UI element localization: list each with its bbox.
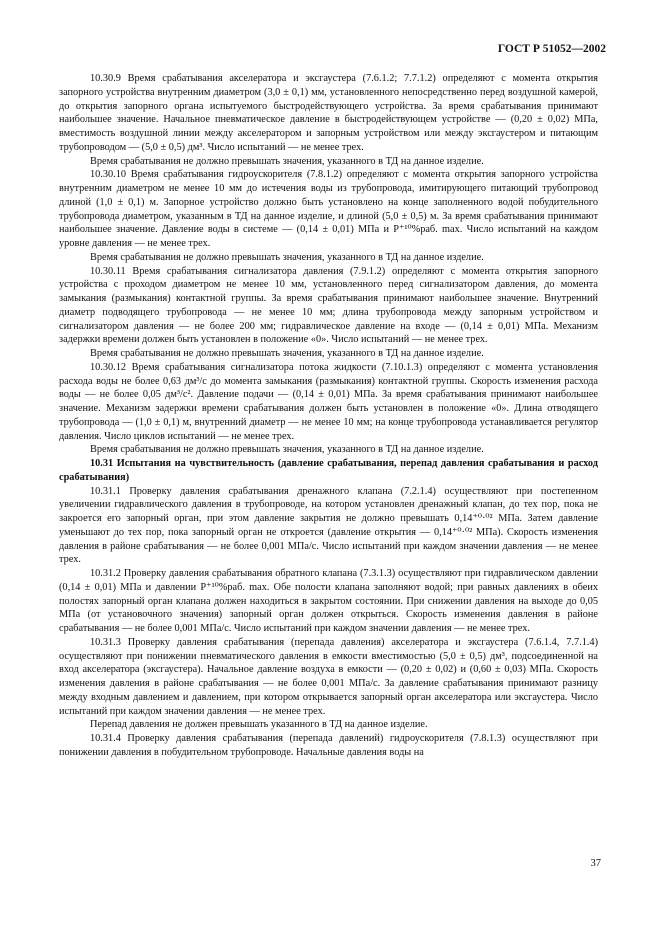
section-heading-10-31: 10.31 Испытания на чувствительность (давление срабатывания, перепад давления срабатывания и расход срабатывания)	[59, 458, 598, 483]
paragraph-requirement: Время срабатывания не должно превышать значения, указанного в ТД на данное изделие.	[90, 348, 484, 359]
body-text	[59, 72, 598, 760]
paragraph-10-30-10: 10.30.10 Время срабатывания гидроускорителя (7.8.1.2) определяют с момента открытия запорного устройства внутренним диаметром не менее 10 мм до истечения воды из трубопровода, имитирующего питающий трубопровод длиной (1,0 ± 0,1) м. Запорное устройство должно быть установлено на конце заполненного водой побудительного трубопровода диаметром, указанным в ТД на данное изделие, и длиной (5,0 ± 0,5) м. За время срабатывания принимают наибольшее значение. Давление воды в системе — (0,14 ± 0,01) МПа и P⁺¹⁰%раб. max. Число испытаний на каждом уровне давления — не менее трех.	[59, 169, 598, 249]
standard-header: ГОСТ Р 51052—2002	[497, 43, 606, 55]
paragraph-10-30-9: 10.30.9 Время срабатывания акселератора и эксгаустера (7.6.1.2; 7.7.1.2) определяют с момента открытия запорного устройства внутренним диаметром (3,0 ± 0,1) мм, установленного непосредственно перед воздушной камерой, до открытия запорного органа испытуемого быстродействующего устройства. За время срабатывания принимают наибольшее значение. Начальное пневматическое давление в быстродействующем устройстве — (0,20 ± 0,02) МПа, вместимость воздушной линии между акселератором и запорным устройством или между эксгаустером и питающим трубопроводом — (5,0 ± 0,5) дм³. Число испытаний — не менее трех.	[59, 73, 598, 153]
paragraph-10-30-11: 10.30.11 Время срабатывания сигнализатора давления (7.9.1.2) определяют с момента открытия запорного устройства с проходом диаметром не менее 10 мм, установленного перед сигнализатором давления, до момента замыкания (размыкания) контактной группы. За время срабатывания принимают наибольшее значение. Внутренний диаметр подводящего трубопровода — не менее 10 мм; длина трубопровода между запорным устройством и сигнализатором давления — не более 200 мм; гидравлическое давление на входе — (0,14 ± 0,01) МПа. Механизм задержки времени должен быть установлен в положение «0». Число испытаний — не менее трех.	[59, 265, 598, 346]
paragraph-10-31-2: 10.31.2 Проверку давления срабатывания обратного клапана (7.3.1.3) осуществляют при гидравлическом давлении (0,14 ± 0,01) МПа и давлении P⁺¹⁰%раб. max. Обе полости клапана заполняют водой; при равных давлениях в обеих полостях запорный орган клапана должен находиться в закрытом состоянии. При снижении давления на выходе до 0,05 МПа (от установочного значения) запорный орган должен открыться. Скорость изменения давления в районе срабатывания — не более 0,001 МПа/с. Число испытаний при каждом значении давления — не менее трех.	[59, 568, 598, 634]
paragraph-requirement: Время срабатывания не должно превышать значения, указанного в ТД на данное изделие.	[90, 444, 484, 456]
paragraph-requirement: Время срабатывания не должно превышать значения, указанного в ТД на данное изделие.	[90, 155, 484, 167]
paragraph-10-31-3: 10.31.3 Проверку давления срабатывания (перепада давления) акселератора и эксгаустера (7.6.1.4, 7.7.1.4) осуществляют при понижении пневматического давления в емкости вместимостью (5,0 ± 0,5) дм³, подсоединенной на вход акселератора (эксгаустера). Начальное давление воздуха в емкости — (0,20 ± 0,02) и (0,60 ± 0,03) МПа. Скорость изменения давления в районе срабатывания — не более 0,001 МПа/с. За давление срабатывания принимают разницу между входным давлением и давлением, при котором открывается запорный орган акселератора или эксгаустера. Число испытаний при каждом значении давления — не менее трех.	[59, 636, 598, 717]
paragraph-10-31-4: 10.31.4 Проверку давления срабатывания (перепада давлений) гидроускорителя (7.8.1.3) осуществляют при понижении давления в побудительном трубопроводе. Начальные давления воды на	[59, 733, 598, 758]
paragraph-10-31-1: 10.31.1 Проверку давления срабатывания дренажного клапана (7.2.1.4) осуществляют при постепенном увеличении гидравлического давления в трубопроводе, на котором установлен дренажный клапан, до тех пор, пока не закроется его запорный орган, при этом давление закрытия не должно превышать 0,14⁺⁰·⁰² МПа. Затем давление уменьшают до тех пор, пока запорный орган не откроется (давление открытия — 0,14⁺⁰·⁰² МПа). Скорость изменения давления в районе срабатывания — не более 0,001 МПа/с. Число испытаний при каждом значении давления — не менее трех.	[59, 485, 598, 566]
paragraph-10-30-12: 10.30.12 Время срабатывания сигнализатора потока жидкости (7.10.1.3) определяют с момента установления расхода воды не более 0,63 дм³/с до момента замыкания (размыкания) контактной группы. Скорость изменения расхода воды — не более 0,05 дм³/с². Давление подачи — (0,14 ± 0,01) МПа. За время срабатывания принимают наибольшее значение. Механизм задержки времени срабатывания должен быть установлен в положение «0». Длина отводящего трубопровода — (1,0 ± 0,1) м, внутренний диаметр — не менее 10 мм; на конце трубопровода устанавливается регулятор давления. Число циклов испытаний — не менее трех.	[59, 361, 598, 442]
paragraph-requirement: Время срабатывания не должно превышать значения, указанного в ТД на данное изделие.	[90, 251, 484, 263]
paragraph-requirement: Перепад давления не должен превышать указанного в ТД на данное изделие.	[90, 719, 428, 731]
page-number: 37	[590, 858, 601, 869]
